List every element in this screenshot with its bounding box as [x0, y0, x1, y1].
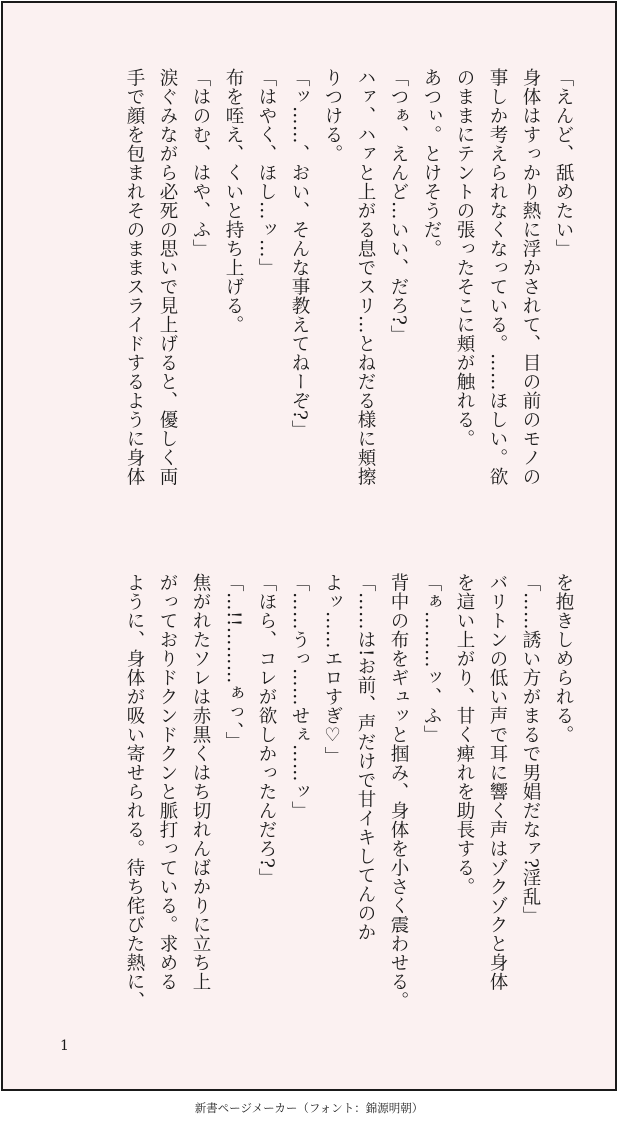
- text-line: のままにテントの張ったそこに頬が触れる。: [454, 68, 475, 448]
- text-line: バリトンの低い声で耳に響く声はゾクゾクと身体: [487, 573, 508, 991]
- text-line: がっておりドクンドクンと脈打っている。求める: [157, 573, 178, 991]
- text-line: 「…!!………ぁっ、」: [223, 573, 244, 751]
- footer-credit: 新書ページメーカー（フォント：錦源明朝）: [194, 1101, 424, 1115]
- text-line: 「えんど、舐めたい」: [553, 68, 574, 258]
- text-line: ハァ、ハァと上がる息でスリ…とねだる様に頬擦: [355, 68, 376, 486]
- text-line: 「はやく、ほし…ッ…」: [256, 68, 277, 277]
- upper-text-column: [32, 68, 580, 528]
- page-number: 1: [60, 1038, 69, 1054]
- text-line: 「ッ……、おい、そんな事教えてねーぞ?」: [289, 68, 310, 440]
- text-line: を這い上がり、甘く痺れを助長する。: [454, 573, 475, 896]
- text-line: ように、身体が吸い寄せられる。待ち侘びた熱に、: [124, 573, 145, 1010]
- text-line: 手で顔を包まれそのままスライドするように身体: [124, 68, 145, 486]
- text-line: 事しか考えられなくなっている。……ほしい。欲: [487, 68, 508, 486]
- text-line: 「はのむ、はや、ふ」: [190, 68, 211, 258]
- text-line: 「つぁ、えんど…いい、だろ?」: [388, 68, 409, 345]
- text-line: 身体はすっかり熱に浮かされて、目の前のモノの: [520, 68, 541, 486]
- text-line: 涙ぐみながら必死の思いで見上げると、優しく両: [157, 68, 178, 486]
- text-line: 「……は!お前、声だけで甘イキしてんのか: [355, 573, 376, 942]
- text-line: 背中の布をギュッと掴み、身体を小さく震わせる。: [388, 573, 409, 1010]
- text-line: 布を咥え、くいと持ち上げる。: [223, 68, 244, 334]
- novel-page: [1, 1, 617, 1091]
- text-line: りつける。: [322, 68, 343, 163]
- text-line: 「……うっ……せぇ……ッ」: [289, 573, 310, 820]
- text-line: あつぃ。とけそうだ。: [421, 68, 442, 258]
- text-line: よッ……エロすぎ♡」: [322, 573, 343, 766]
- text-line: 焦がれたソレは赤黒くはち切れんばかりに立ち上: [190, 573, 211, 991]
- text-line: を抱きしめられる。: [553, 573, 574, 744]
- lower-text-column: [32, 573, 580, 1013]
- text-line: 「ほら、コレが欲しかったんだろ?」: [256, 573, 277, 888]
- text-line: 「……誘い方がまるで男娼だなァ?淫乱」: [520, 573, 541, 926]
- text-line: 「ぁ………ッ、ふ」: [421, 573, 442, 744]
